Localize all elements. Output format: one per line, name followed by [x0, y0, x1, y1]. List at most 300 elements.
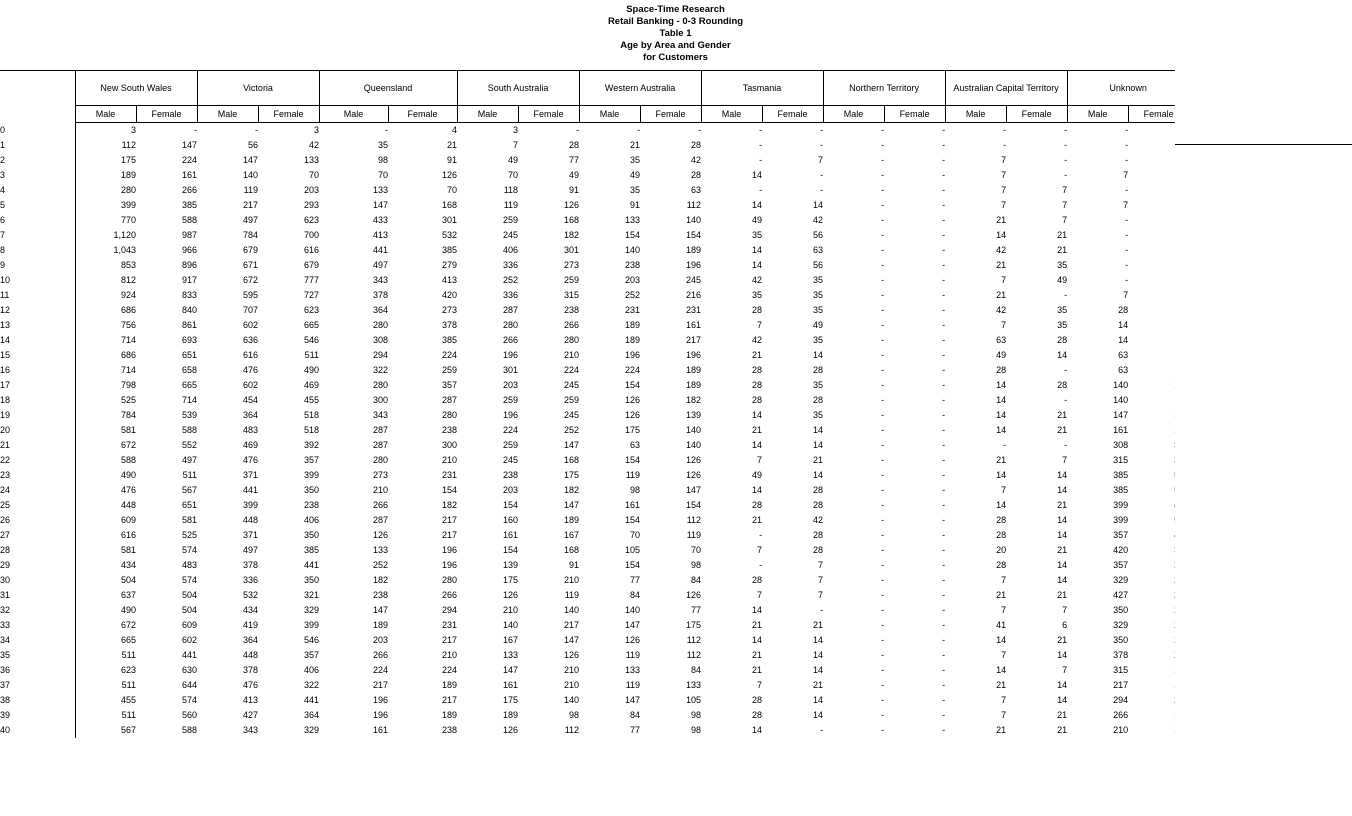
- table-cell: 133: [503, 650, 519, 660]
- table-cell: 210: [373, 485, 389, 495]
- table-cell: 966: [181, 245, 198, 255]
- table-cell: 14: [996, 470, 1007, 480]
- table-cell: -: [820, 125, 824, 135]
- table-cell: 399: [120, 200, 136, 210]
- table-cell: 126: [503, 590, 519, 600]
- table-cell: 161: [686, 320, 702, 330]
- table-row: [0, 228, 1189, 243]
- table-cell: 154: [625, 380, 641, 390]
- table-cell: 189: [686, 380, 702, 390]
- table-cell: 7: [1001, 605, 1007, 615]
- table-cell: -: [942, 365, 946, 375]
- table-cell: 441: [242, 485, 259, 495]
- table-row: [0, 168, 1189, 183]
- table-cell: 651: [181, 350, 198, 360]
- table-cell: 546: [304, 635, 320, 645]
- table-cell: 126: [564, 650, 580, 660]
- table-cell: 252: [373, 560, 389, 570]
- table-cell: -: [942, 200, 946, 210]
- table-cell: 231: [625, 305, 641, 315]
- table-cell: 315: [1113, 455, 1129, 465]
- table-cell: 189: [625, 320, 641, 330]
- table-cell: 20: [996, 545, 1007, 555]
- table-cell: 112: [686, 650, 702, 660]
- table-row: [0, 363, 1189, 378]
- table-cell: 161: [1113, 425, 1129, 435]
- table-cell: 196: [373, 695, 389, 705]
- table-row: [0, 633, 1189, 648]
- table-cell: -: [759, 530, 763, 540]
- table-cell: 70: [508, 170, 519, 180]
- table-cell: 154: [625, 560, 641, 570]
- table-cell: 399: [1113, 515, 1129, 525]
- table-cell: 336: [242, 575, 259, 585]
- table-cell: -: [820, 185, 824, 195]
- table-cell: 56: [813, 230, 824, 240]
- table-cell: 217: [242, 200, 259, 210]
- table-cell: 602: [242, 380, 259, 390]
- table-cell: 350: [304, 575, 320, 585]
- table-cell: 371: [242, 470, 259, 480]
- table-cell: 756: [120, 320, 136, 330]
- table-cell: 217: [442, 695, 458, 705]
- table-cell: 546: [304, 335, 320, 345]
- table-cell: 399: [1113, 500, 1129, 510]
- table-row: [0, 273, 1189, 288]
- table-cell: -: [942, 725, 946, 735]
- row-label-age: 18: [0, 393, 75, 408]
- table-cell: 413: [242, 695, 259, 705]
- table-cell: 224: [503, 425, 519, 435]
- table-cell: 203: [503, 380, 519, 390]
- table-cell: 784: [242, 230, 259, 240]
- table-cell: 35: [1057, 305, 1068, 315]
- table-cell: 35: [378, 140, 389, 150]
- table-cell: -: [881, 140, 885, 150]
- table-body: [0, 123, 1189, 739]
- table-cell: 126: [373, 530, 389, 540]
- table-cell: 364: [242, 410, 259, 420]
- table-cell: 49: [569, 170, 580, 180]
- table-cell: 28: [996, 515, 1007, 525]
- table-cell: 196: [503, 350, 519, 360]
- table-cell: 469: [304, 380, 320, 390]
- table-cell: -: [942, 635, 946, 645]
- table-cell: -: [942, 275, 946, 285]
- table-cell: 280: [503, 320, 519, 330]
- table-cell: 140: [686, 425, 702, 435]
- table-cell: 133: [373, 545, 389, 555]
- table-cell: -: [759, 140, 763, 150]
- table-cell: 7: [1001, 170, 1007, 180]
- table-cell: 378: [442, 320, 458, 330]
- table-cell: 21: [1057, 710, 1068, 720]
- row-label-age: 1: [0, 138, 75, 153]
- table-cell: -: [1125, 260, 1129, 270]
- row-label-age: 5: [0, 198, 75, 213]
- table-cell: 14: [813, 650, 824, 660]
- table-cell: 217: [686, 335, 702, 345]
- table-cell: 147: [625, 695, 641, 705]
- table-cell: 28: [996, 560, 1007, 570]
- table-cell: 189: [120, 170, 136, 180]
- table-cell: -: [881, 710, 885, 720]
- table-cell: 105: [686, 695, 702, 705]
- table-cell: 420: [1113, 545, 1129, 555]
- table-cell: -: [1003, 125, 1007, 135]
- header-area-new-south-wales: New South Wales: [75, 71, 197, 106]
- table-cell: 119: [625, 680, 641, 690]
- header-area-northern-territory: Northern Territory: [823, 71, 945, 106]
- table-cell: -: [942, 305, 946, 315]
- table-cell: 266: [564, 320, 580, 330]
- table-cell: -: [1064, 125, 1068, 135]
- table-cell: 140: [503, 620, 519, 630]
- table-cell: 49: [1057, 275, 1068, 285]
- table-cell: 70: [309, 170, 320, 180]
- table-cell: 7: [1062, 185, 1068, 195]
- table-cell: 378: [373, 290, 389, 300]
- table-cell: -: [942, 185, 946, 195]
- row-label-age: 21: [0, 438, 75, 453]
- table-cell: 14: [1057, 515, 1068, 525]
- table-cell: 280: [120, 185, 136, 195]
- table-cell: 497: [242, 215, 259, 225]
- table-cell: 140: [564, 695, 580, 705]
- table-cell: 217: [373, 680, 389, 690]
- table-cell: 231: [442, 620, 458, 630]
- table-cell: 238: [564, 305, 580, 315]
- header-sex-vic-female: Female: [258, 106, 319, 123]
- table-cell: 14: [1057, 575, 1068, 585]
- table-cell: 49: [752, 470, 763, 480]
- table-cell: 280: [373, 455, 389, 465]
- table-cell: 238: [373, 590, 389, 600]
- table-cell: -: [698, 125, 702, 135]
- table-cell: 21: [813, 620, 824, 630]
- table-cell: 21: [752, 620, 763, 630]
- table-cell: 357: [1113, 560, 1129, 570]
- table-cell: 21: [752, 665, 763, 675]
- report-title-block: [0, 0, 1351, 64]
- table-cell: 567: [120, 725, 136, 735]
- table-cell: 14: [996, 665, 1007, 675]
- table-cell: 133: [373, 185, 389, 195]
- table-cell: 497: [242, 545, 259, 555]
- table-cell: 140: [1113, 395, 1129, 405]
- table-cell: -: [881, 425, 885, 435]
- table-cell: 49: [996, 350, 1007, 360]
- table-cell: 308: [373, 335, 389, 345]
- title-line-population: for Customers: [643, 52, 708, 63]
- table-cell: 300: [373, 395, 389, 405]
- table-cell: 623: [304, 305, 320, 315]
- table-row: [0, 483, 1189, 498]
- table-cell: 441: [304, 560, 320, 570]
- table-cell: 42: [813, 215, 824, 225]
- table-cell: 35: [813, 305, 824, 315]
- table-cell: -: [881, 305, 885, 315]
- table-cell: 77: [691, 605, 702, 615]
- table-cell: 252: [625, 290, 641, 300]
- table-cell: 28: [752, 395, 763, 405]
- table-cell: 273: [442, 305, 458, 315]
- table-cell: 490: [120, 470, 136, 480]
- table-cell: -: [942, 440, 946, 450]
- header-corner: [0, 71, 75, 106]
- table-cell: 504: [181, 605, 198, 615]
- table-cell: 49: [752, 215, 763, 225]
- table-cell: 21: [996, 290, 1007, 300]
- table-cell: -: [942, 515, 946, 525]
- table-cell: 21: [1057, 545, 1068, 555]
- table-cell: 987: [181, 230, 198, 240]
- table-cell: 609: [181, 620, 198, 630]
- table-cell: 924: [120, 290, 136, 300]
- table-cell: 419: [242, 620, 259, 630]
- table-cell: 252: [503, 275, 519, 285]
- table-cell: 175: [625, 425, 641, 435]
- table-cell: -: [942, 320, 946, 330]
- table-cell: 21: [447, 140, 458, 150]
- row-label-age: 31: [0, 588, 75, 603]
- table-cell: 1,043: [113, 245, 136, 255]
- table-cell: 7: [513, 140, 519, 150]
- table-cell: 448: [120, 500, 136, 510]
- table-cell: 224: [442, 665, 458, 675]
- table-cell: 14: [752, 410, 763, 420]
- table-cell: 203: [503, 485, 519, 495]
- table-cell: 378: [1113, 650, 1129, 660]
- row-label-age: 17: [0, 378, 75, 393]
- table-cell: 14: [752, 170, 763, 180]
- table-cell: 21: [752, 515, 763, 525]
- table-cell: -: [1064, 140, 1068, 150]
- table-cell: 28: [813, 545, 824, 555]
- table-cell: 77: [630, 575, 641, 585]
- table-cell: 399: [242, 500, 259, 510]
- table-cell: 147: [625, 620, 641, 630]
- table-cell: 399: [304, 470, 320, 480]
- row-label-age: 26: [0, 513, 75, 528]
- table-cell: 63: [1118, 365, 1129, 375]
- table-cell: 14: [996, 395, 1007, 405]
- table-cell: 259: [442, 365, 458, 375]
- table-row: [0, 693, 1189, 708]
- table-cell: 112: [686, 635, 702, 645]
- header-sex-nt-male: Male: [823, 106, 884, 123]
- table-cell: 126: [686, 470, 702, 480]
- table-cell: 196: [442, 560, 458, 570]
- table-cell: -: [942, 620, 946, 630]
- table-cell: 357: [442, 380, 458, 390]
- table-cell: 287: [442, 395, 458, 405]
- table-cell: 448: [242, 515, 259, 525]
- table-cell: 70: [447, 185, 458, 195]
- table-cell: 84: [691, 575, 702, 585]
- table-cell: -: [881, 335, 885, 345]
- table-cell: 147: [564, 440, 580, 450]
- table-cell: 679: [304, 260, 320, 270]
- table-cell: 686: [120, 350, 136, 360]
- table-cell: 28: [691, 140, 702, 150]
- table-cell: 168: [442, 200, 458, 210]
- table-cell: 287: [503, 305, 519, 315]
- row-label-age: 37: [0, 678, 75, 693]
- table-cell: 294: [1113, 695, 1129, 705]
- table-cell: 133: [304, 155, 320, 165]
- table-cell: -: [881, 215, 885, 225]
- table-cell: 231: [442, 470, 458, 480]
- table-cell: -: [942, 455, 946, 465]
- table-cell: 14: [752, 245, 763, 255]
- table-cell: -: [881, 230, 885, 240]
- table-cell: 665: [181, 380, 198, 390]
- table-cell: 714: [120, 335, 136, 345]
- table-cell: 287: [373, 515, 389, 525]
- table-cell: -: [881, 260, 885, 270]
- table-cell: 21: [1057, 230, 1068, 240]
- table-cell: 686: [120, 305, 136, 315]
- table-cell: 41: [996, 620, 1007, 630]
- table-cell: 28: [996, 365, 1007, 375]
- table-cell: 133: [686, 680, 702, 690]
- table-cell: -: [1064, 170, 1068, 180]
- table-cell: -: [942, 470, 946, 480]
- header-sex-act-male: Male: [945, 106, 1006, 123]
- table-cell: 189: [373, 620, 389, 630]
- table-cell: 49: [813, 320, 824, 330]
- table-row: [0, 213, 1189, 228]
- table-cell: 63: [1118, 350, 1129, 360]
- table-cell: 483: [242, 425, 259, 435]
- table-cell: -: [942, 485, 946, 495]
- table-cell: 167: [503, 635, 519, 645]
- table-cell: -: [881, 125, 885, 135]
- table-cell: 504: [120, 575, 136, 585]
- table-row: [0, 348, 1189, 363]
- table-cell: 636: [242, 335, 259, 345]
- table-row: [0, 513, 1189, 528]
- table-cell: 14: [996, 635, 1007, 645]
- table-cell: 413: [373, 230, 389, 240]
- table-cell: 63: [813, 245, 824, 255]
- table-cell: 147: [373, 605, 389, 615]
- table-cell: 112: [686, 200, 702, 210]
- table-cell: -: [820, 170, 824, 180]
- header-area-queensland: Queensland: [319, 71, 457, 106]
- table-cell: -: [881, 575, 885, 585]
- table-cell: 665: [120, 635, 136, 645]
- table-cell: 301: [442, 215, 458, 225]
- header-sex-tas-female: Female: [762, 106, 823, 123]
- table-cell: 574: [181, 575, 198, 585]
- table-cell: 378: [242, 665, 259, 675]
- table-cell: 574: [181, 545, 198, 555]
- table-cell: -: [942, 530, 946, 540]
- table-cell: 217: [1113, 680, 1129, 690]
- table-cell: 98: [691, 560, 702, 570]
- table-cell: -: [942, 350, 946, 360]
- table-cell: 454: [242, 395, 259, 405]
- table-cell: 441: [304, 695, 320, 705]
- table-cell: 167: [564, 530, 580, 540]
- table-cell: 707: [242, 305, 259, 315]
- table-cell: 175: [503, 575, 519, 585]
- table-cell: -: [881, 290, 885, 300]
- table-cell: -: [1125, 275, 1129, 285]
- header-sex-wa-male: Male: [579, 106, 640, 123]
- table-cell: 21: [1057, 635, 1068, 645]
- table-row: [0, 138, 1189, 153]
- table-cell: -: [942, 230, 946, 240]
- table-cell: -: [942, 590, 946, 600]
- table-cell: 7: [1001, 275, 1007, 285]
- table-cell: 378: [242, 560, 259, 570]
- table-cell: 315: [564, 290, 580, 300]
- table-cell: 350: [1113, 635, 1129, 645]
- table-cell: -: [881, 590, 885, 600]
- table-cell: -: [881, 560, 885, 570]
- page-gutter-rule: [1175, 144, 1352, 145]
- table-cell: 357: [1113, 530, 1129, 540]
- table-cell: 21: [1057, 725, 1068, 735]
- table-cell: 91: [569, 560, 580, 570]
- table-cell: 581: [120, 425, 136, 435]
- table-cell: 476: [242, 680, 259, 690]
- row-label-age: 8: [0, 243, 75, 258]
- table-cell: 539: [181, 410, 198, 420]
- table-cell: 126: [625, 635, 641, 645]
- table-cell: 21: [752, 650, 763, 660]
- table-cell: -: [881, 380, 885, 390]
- table-cell: 336: [503, 290, 519, 300]
- table-cell: 238: [304, 500, 320, 510]
- table-cell: 35: [813, 380, 824, 390]
- table-cell: 833: [181, 290, 198, 300]
- table-cell: 224: [564, 365, 580, 375]
- table-cell: 35: [752, 230, 763, 240]
- header-sex-qld-male: Male: [319, 106, 388, 123]
- table-cell: 21: [996, 215, 1007, 225]
- table-cell: 441: [181, 650, 198, 660]
- header-area-western-australia: Western Australia: [579, 71, 701, 106]
- table-cell: -: [881, 620, 885, 630]
- table-cell: 588: [181, 215, 198, 225]
- table-row: [0, 198, 1189, 213]
- table-cell: 511: [121, 680, 136, 690]
- table-cell: 210: [503, 605, 519, 615]
- table-cell: 14: [752, 725, 763, 735]
- table-cell: 917: [181, 275, 198, 285]
- table-cell: 140: [686, 440, 702, 450]
- table-cell: -: [942, 215, 946, 225]
- table-cell: 210: [442, 455, 458, 465]
- table-cell: -: [255, 125, 259, 135]
- table-cell: 238: [625, 260, 641, 270]
- table-cell: 14: [752, 605, 763, 615]
- table-cell: 693: [181, 335, 198, 345]
- table-cell: 504: [181, 590, 198, 600]
- row-label-age: 10: [0, 273, 75, 288]
- table-cell: 98: [691, 710, 702, 720]
- table-cell: 14: [813, 695, 824, 705]
- table-row: [0, 288, 1189, 303]
- table-cell: 406: [304, 515, 320, 525]
- table-cell: 574: [181, 695, 198, 705]
- table-cell: 245: [503, 455, 519, 465]
- table-row: [0, 498, 1189, 513]
